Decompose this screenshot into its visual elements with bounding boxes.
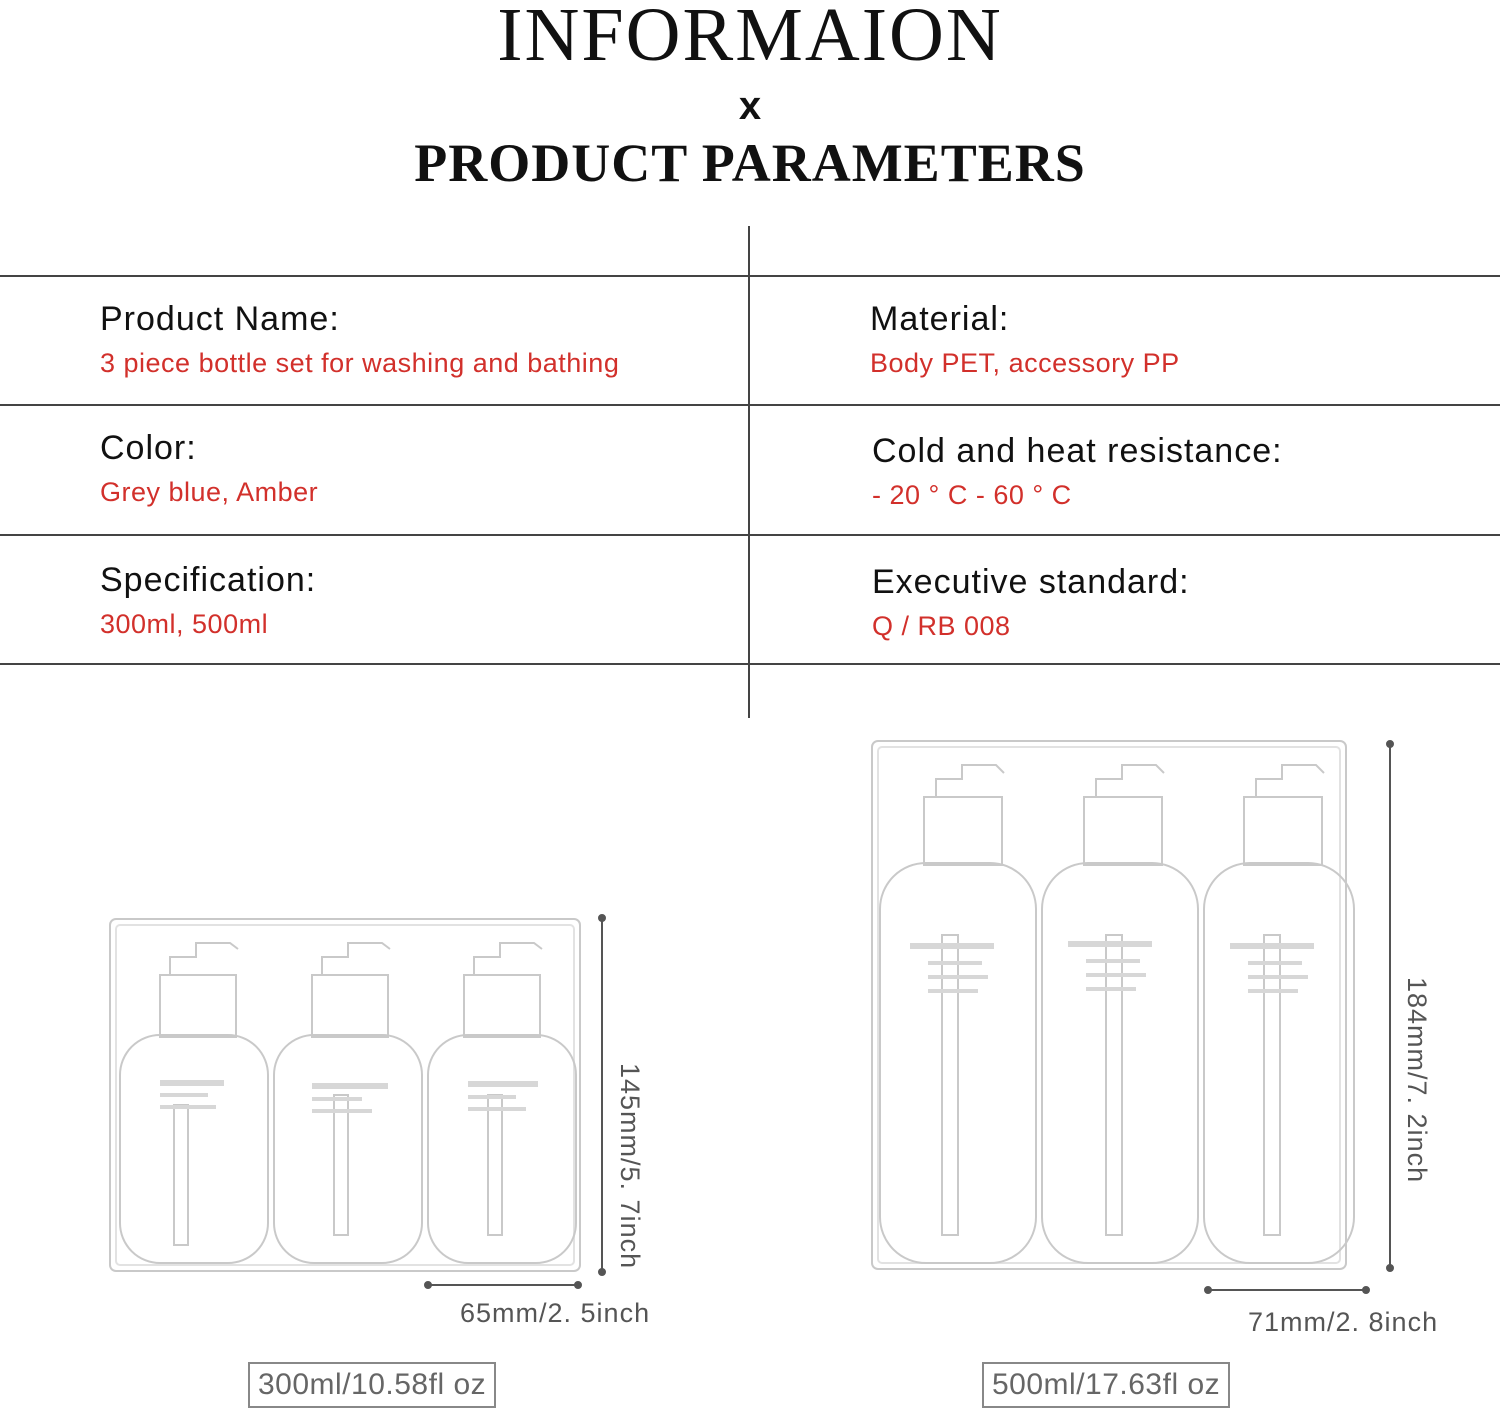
table-center-divider bbox=[748, 226, 750, 718]
dimension-lines-500ml bbox=[1200, 738, 1400, 1298]
param-value-specification: 300ml, 500ml bbox=[100, 609, 269, 639]
width-dimension-300ml: 65mm/2. 5inch bbox=[460, 1298, 651, 1328]
param-value-temperature: - 20 ° C - 60 ° C bbox=[872, 480, 1072, 510]
param-label-material: Material: bbox=[870, 300, 1010, 338]
param-label-standard: Executive standard: bbox=[872, 563, 1190, 601]
capacity-label-300ml: 300ml/10.58fl oz bbox=[248, 1362, 496, 1408]
param-label-product-name: Product Name: bbox=[100, 300, 340, 338]
page-subtitle: PRODUCT PARAMETERS bbox=[414, 133, 1086, 193]
table-divider-bottom bbox=[0, 663, 1500, 665]
param-value-color: Grey blue, Amber bbox=[100, 477, 319, 507]
param-value-material: Body PET, accessory PP bbox=[870, 348, 1180, 378]
dimension-lines-300ml bbox=[420, 910, 620, 1300]
table-divider-top bbox=[0, 275, 1500, 277]
param-value-standard: Q / RB 008 bbox=[872, 611, 1011, 641]
table-divider-row2 bbox=[0, 534, 1500, 536]
page-title: INFORMAION bbox=[497, 0, 1003, 77]
height-dimension-500ml: 184mm/7. 2inch bbox=[1402, 977, 1432, 1184]
width-dimension-500ml: 71mm/2. 8inch bbox=[1248, 1307, 1439, 1337]
param-label-color: Color: bbox=[100, 429, 197, 467]
capacity-label-500ml: 500ml/17.63fl oz bbox=[982, 1362, 1230, 1408]
param-label-specification: Specification: bbox=[100, 561, 317, 599]
param-label-temperature: Cold and heat resistance: bbox=[872, 432, 1283, 470]
table-divider-row1 bbox=[0, 404, 1500, 406]
title-connector: x bbox=[738, 84, 762, 128]
param-value-product-name: 3 piece bottle set for washing and bathing bbox=[100, 348, 620, 378]
height-dimension-300ml: 145mm/5. 7inch bbox=[615, 1063, 645, 1270]
